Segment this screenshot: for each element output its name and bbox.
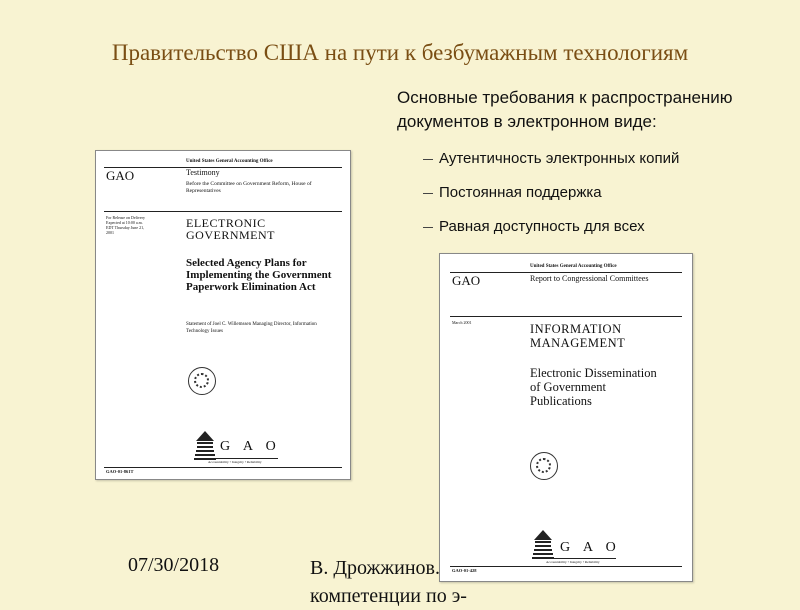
divider [450, 272, 682, 273]
doc-tagline: Accountability • Integrity • Reliability [546, 560, 600, 564]
divider [532, 558, 616, 559]
gao-seal-icon [188, 367, 216, 395]
list-item [423, 148, 679, 182]
divider [104, 467, 342, 468]
doc-date: March 2001 [452, 320, 472, 325]
doc-office: United States General Accounting Office [530, 264, 617, 269]
doc-gao-label: GAO [452, 273, 481, 288]
footer-date: 07/30/2018 [128, 554, 220, 576]
divider [104, 167, 342, 168]
doc-gao-logo: G A O [220, 439, 281, 454]
bullet-text: Постоянная поддержка [439, 184, 602, 201]
doc-kind: Report to Congressional Committees [530, 274, 649, 283]
gao-testimony-cover [95, 150, 351, 480]
dash-icon [423, 159, 433, 160]
doc-before: Before the Committee on Government Reform, House of Representatives [186, 181, 312, 194]
doc-title: INFORMATION MANAGEMENT [530, 322, 626, 350]
doc-statement: Statement of Joel C. Willemssen Managing Director, Information Technology Issues [186, 322, 317, 334]
bullet-text: Равная доступность для всех [439, 218, 645, 235]
doc-tagline: Accountability • Integrity • Reliability [208, 460, 262, 464]
capitol-building-icon [194, 431, 216, 461]
list-item [423, 182, 679, 216]
list-item [423, 216, 679, 250]
doc-kind: Testimony [186, 168, 220, 177]
doc-office: United States General Accounting Office [186, 159, 273, 164]
bullet-text: Аутентичность электронных копий [439, 150, 680, 167]
dash-icon [423, 193, 433, 194]
doc-gao-label: GAO [106, 168, 135, 183]
divider [450, 316, 682, 317]
divider [194, 458, 278, 459]
gao-seal-icon [530, 452, 558, 480]
doc-subtitle: Selected Agency Plans for Implementing the Government Paperwork Elimination Act [186, 257, 332, 293]
doc-subtitle: Electronic Dissemination of Government Publications [530, 366, 657, 408]
doc-gao-logo: G A O [560, 540, 621, 555]
doc-code: GAO-01-861T [106, 469, 134, 474]
dash-icon [423, 227, 433, 228]
capitol-building-icon [532, 530, 554, 560]
divider [104, 211, 342, 212]
requirements-intro: Основные требования к распространению документов в электронном виде: [397, 88, 733, 131]
slide-title: Правительство США на пути к безбумажным технологиям [111, 40, 689, 65]
doc-title: ELECTRONIC GOVERNMENT [186, 216, 275, 242]
doc-code: GAO-01-428 [452, 568, 477, 573]
footer-author-line2: компетенции по э- [310, 585, 467, 607]
gao-report-cover [439, 253, 693, 582]
footer-author-line1: В. Дрожжинов. [310, 557, 440, 579]
divider [450, 566, 682, 567]
doc-release: For Release on Delivery Expected at 10:00 a.m. EDT Thursday June 21, 2001 [106, 215, 145, 235]
requirements-list [423, 148, 679, 250]
